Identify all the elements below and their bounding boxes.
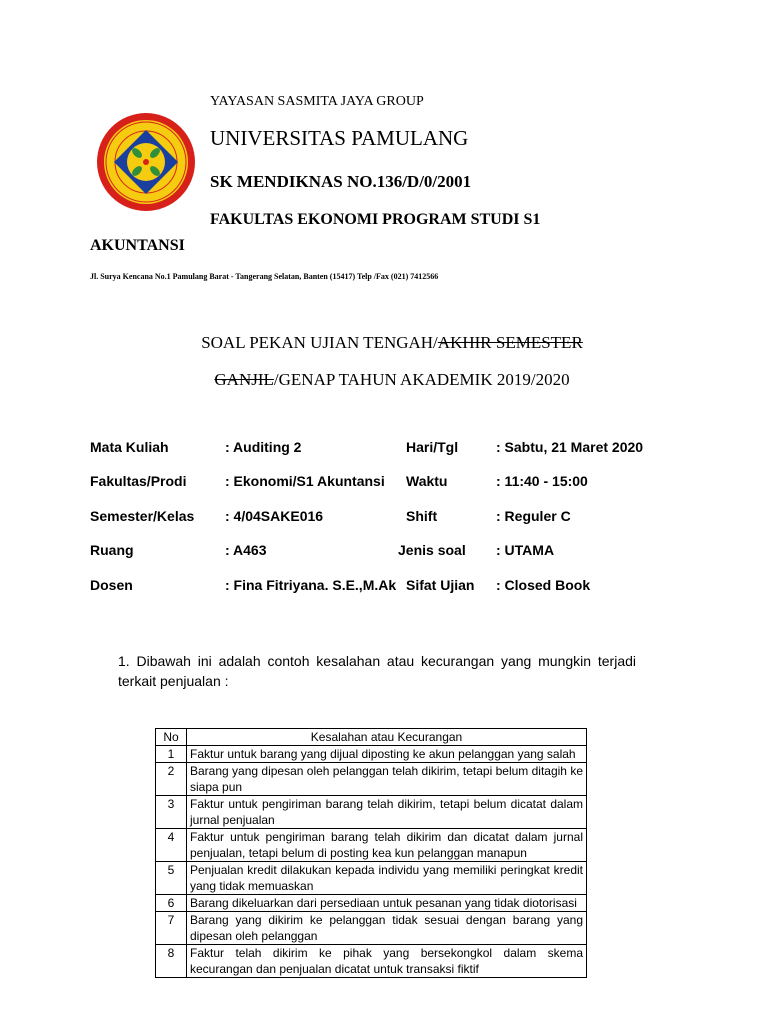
info-value-shift: : Reguler C (496, 508, 571, 524)
table-row (156, 945, 587, 978)
university-name: UNIVERSITAS PAMULANG (210, 126, 469, 150)
info-label-lecturer: Dosen (90, 577, 133, 593)
info-label-type: Jenis soal (398, 542, 466, 558)
decree-number: SK MENDIKNAS NO.136/D/0/2001 (210, 172, 472, 191)
info-label-room: Ruang (90, 542, 134, 558)
info-value-exam-nature: : Closed Book (496, 577, 591, 593)
title-year-normal: /GENAP TAHUN AKADEMIK 2019/2020 (273, 370, 570, 389)
table-row (156, 829, 587, 862)
info-label-course: Mata Kuliah (90, 439, 169, 455)
row-number: 6 (156, 895, 187, 912)
row-text: Faktur untuk barang yang dijual diposting ke akun pelanggan yang salah (187, 746, 587, 763)
info-label-time: Waktu (406, 473, 448, 489)
title-semester-struck: GANJIL (214, 370, 274, 389)
faculty-line-2: AKUNTANSI (90, 237, 185, 254)
row-number: 1 (156, 746, 187, 763)
info-value-date: : Sabtu, 21 Maret 2020 (496, 439, 644, 455)
table-row (156, 895, 587, 912)
address-line: Jl. Surya Kencana No.1 Pamulang Barat - Tangerang Selatan, Banten (15417) Telp /Fax (021) 7412566 (90, 272, 439, 281)
table-row (156, 796, 587, 829)
title-term-normal: SOAL PEKAN UJIAN TENGAH/ (201, 333, 438, 352)
table-row (156, 862, 587, 895)
info-label-shift: Shift (406, 508, 438, 524)
errors-table (155, 728, 587, 978)
info-value-semester: : 4/04SAKE016 (225, 508, 324, 524)
row-text: Barang yang dipesan oleh pelanggan telah dikirim, tetapi belum ditagih ke siapa pun (187, 763, 587, 796)
header-description: Kesalahan atau Kecurangan (187, 729, 587, 746)
info-label-faculty: Fakultas/Prodi (90, 473, 187, 489)
info-value-type: : UTAMA (496, 542, 555, 558)
row-text: Barang dikeluarkan dari persediaan untuk pesanan yang tidak diotorisasi (187, 895, 587, 912)
row-number: 2 (156, 763, 187, 796)
row-number: 3 (156, 796, 187, 829)
info-value-course: : Auditing 2 (225, 439, 302, 455)
row-text: Penjualan kredit dilakukan kepada individu yang memiliki peringkat kredit yang tidak memuaskan (187, 862, 587, 895)
info-value-room: : A463 (225, 542, 267, 558)
info-label-semester: Semester/Kelas (90, 508, 195, 524)
university-logo (96, 112, 196, 212)
row-number: 4 (156, 829, 187, 862)
row-number: 8 (156, 945, 187, 978)
title-term-struck: AKHIR SEMESTER (437, 333, 583, 352)
exam-title-line-2 (90, 370, 694, 390)
row-number: 7 (156, 912, 187, 945)
faculty-line-1: FAKULTAS EKONOMI PROGRAM STUDI S1 (210, 211, 541, 228)
foundation-name: YAYASAN SASMITA JAYA GROUP (210, 94, 424, 109)
row-text: Faktur untuk pengiriman barang telah dikirim dan dicatat dalam jurnal penjualan, tetapi belum di posting kea kun pelanggan manapun (187, 829, 587, 862)
question-1-text: 1. Dibawah ini adalah contoh kesalahan atau kecurangan yang mungkin terjadi terkait penjualan : (118, 653, 636, 689)
info-value-faculty: : Ekonomi/S1 Akuntansi (225, 473, 385, 489)
table-row (156, 763, 587, 796)
info-label-exam-nature: Sifat Ujian (406, 577, 475, 593)
row-number: 5 (156, 862, 187, 895)
header-no: No (156, 729, 187, 746)
row-text: Barang yang dikirim ke pelanggan tidak sesuai dengan barang yang dipesan oleh pelanggan (187, 912, 587, 945)
info-label-date: Hari/Tgl (406, 439, 459, 455)
row-text: Faktur telah dikirim ke pihak yang bersekongkol dalam skema kecurangan dan penjualan dicatat untuk transaksi fiktif (187, 945, 587, 978)
exam-title-line-1 (90, 333, 694, 353)
row-text: Faktur untuk pengiriman barang telah dikirim, tetapi belum dicatat dalam jurnal penjualan (187, 796, 587, 829)
table-row (156, 912, 587, 945)
info-value-lecturer: : Fina Fitriyana. S.E.,M.Ak (225, 577, 397, 593)
table-header-row (156, 729, 587, 746)
info-value-time: : 11:40 - 15:00 (496, 473, 588, 489)
table-row (156, 746, 587, 763)
